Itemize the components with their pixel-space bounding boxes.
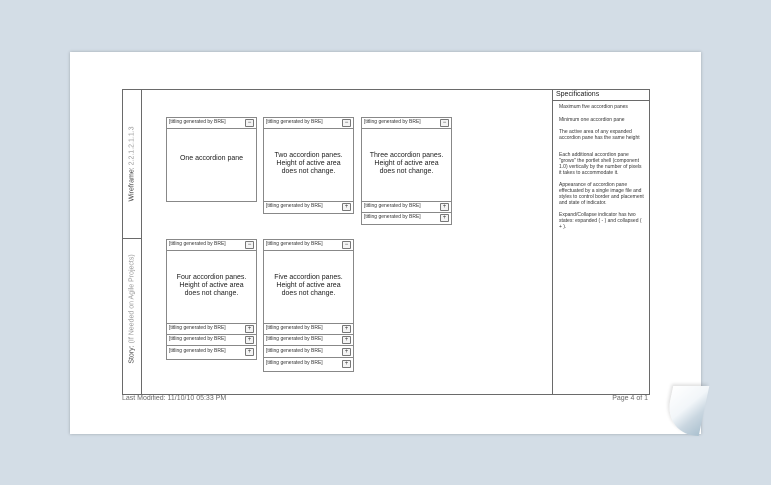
wireframe-canvas	[142, 90, 551, 394]
spec-item: Appearance of accordion pane effectuated by a single image file and styles to control border and placement and state of indicator.	[559, 182, 644, 206]
side-column	[123, 90, 142, 394]
spec-item: Maximum five accordion panes	[559, 104, 628, 110]
pane-title: [titling generated by BRE]	[364, 203, 421, 209]
collapse-icon[interactable]: −	[245, 241, 254, 249]
panel-description: One accordion pane	[179, 155, 244, 162]
expand-icon[interactable]: +	[342, 336, 351, 344]
pane-title: [titling generated by BRE]	[169, 348, 226, 354]
story-cell	[123, 239, 141, 394]
pane-title: [titling generated by BRE]	[169, 241, 226, 247]
wireframe-cell	[123, 90, 141, 239]
pane-title: [titling generated by BRE]	[266, 360, 323, 366]
expand-icon[interactable]: +	[245, 325, 254, 333]
accordion-panel-five	[263, 239, 354, 372]
pane-header[interactable]	[264, 201, 353, 212]
pane-title: [titling generated by BRE]	[266, 325, 323, 331]
pane-header[interactable]	[264, 335, 353, 346]
specifications-title: Specifications	[553, 90, 650, 101]
pane-header[interactable]	[264, 323, 353, 335]
accordion-panel-one	[166, 117, 257, 202]
pane-title: [titling generated by BRE]	[364, 214, 421, 220]
pane-header[interactable]	[264, 240, 353, 251]
pane-header[interactable]	[167, 240, 256, 251]
pane-header[interactable]	[264, 347, 353, 358]
wireframe-frame	[122, 89, 650, 395]
spec-item: Each additional accordion pane "grows" the portlet shell (component 1.0) vertically by the number of pixels it takes to accommodate it.	[559, 152, 642, 176]
story-label: Story:	[128, 345, 136, 364]
pane-header[interactable]	[167, 347, 256, 357]
pane-title: [titling generated by BRE]	[364, 119, 421, 125]
page-number: Page 4 of 1	[612, 395, 648, 402]
pane-header[interactable]	[362, 201, 451, 213]
expand-icon[interactable]: +	[342, 348, 351, 356]
pane-header[interactable]	[167, 323, 256, 335]
panel-description: Five accordion panes. Height of active area does not change.	[274, 274, 343, 297]
wireframe-id: 2.2.1.2.1.1.3	[128, 126, 136, 166]
specifications-panel	[552, 90, 650, 394]
expand-icon[interactable]: +	[245, 336, 254, 344]
panel-description: Four accordion panes. Height of active area does not change.	[176, 274, 247, 297]
panel-description: Two accordion panes. Height of active area does not change.	[274, 152, 343, 175]
last-modified: Last Modified: 11/10/10 05:33 PM	[122, 395, 227, 402]
spec-item: Minimum one accordion pane	[559, 117, 625, 123]
pane-title: [titling generated by BRE]	[266, 348, 323, 354]
pane-header[interactable]	[264, 359, 353, 369]
collapse-icon[interactable]: −	[342, 241, 351, 249]
pane-title: [titling generated by BRE]	[266, 119, 323, 125]
pane-title: [titling generated by BRE]	[266, 203, 323, 209]
expand-icon[interactable]: +	[245, 348, 254, 356]
expand-icon[interactable]: +	[342, 325, 351, 333]
expand-icon[interactable]: +	[342, 203, 351, 211]
pane-header[interactable]	[167, 118, 256, 129]
pane-title: [titling generated by BRE]	[169, 119, 226, 125]
collapse-icon[interactable]: −	[342, 119, 351, 127]
pane-title: [titling generated by BRE]	[266, 336, 323, 342]
pane-title: [titling generated by BRE]	[169, 325, 226, 331]
spec-item: Expand/Collapse indicator has two states: expanded ( - ) and collapsed ( + ).	[559, 212, 642, 230]
story-note: (If Needed on Agile Projects)	[128, 254, 136, 344]
pane-header[interactable]	[264, 118, 353, 129]
expand-icon[interactable]: +	[440, 214, 449, 222]
pane-title: [titling generated by BRE]	[266, 241, 323, 247]
collapse-icon[interactable]: −	[440, 119, 449, 127]
expand-icon[interactable]: +	[440, 203, 449, 211]
panel-description: Three accordion panes. Height of active area does not change.	[369, 152, 444, 175]
pane-header[interactable]	[362, 213, 451, 223]
expand-icon[interactable]: +	[342, 360, 351, 368]
accordion-panel-two	[263, 117, 354, 214]
wireframe-label: Wireframe:	[128, 167, 136, 202]
collapse-icon[interactable]: −	[245, 119, 254, 127]
pane-header[interactable]	[167, 335, 256, 346]
spec-item: The active area of any expanded accordion pane has the same height	[559, 129, 640, 141]
pane-header[interactable]	[362, 118, 451, 129]
accordion-panel-four	[166, 239, 257, 360]
pane-title: [titling generated by BRE]	[169, 336, 226, 342]
accordion-panel-three	[361, 117, 452, 225]
